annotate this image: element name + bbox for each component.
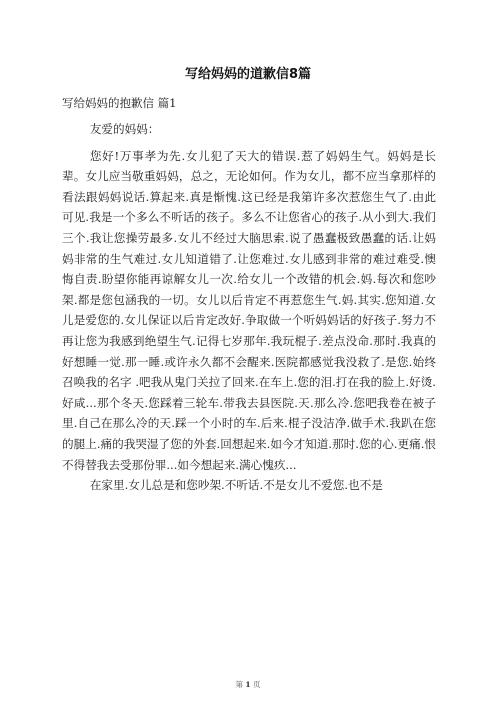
document-title: 写给妈妈的道歉信8篇 <box>184 67 312 82</box>
page-number: 1 <box>245 680 251 689</box>
letter-salutation: 友爱的妈妈： <box>89 122 160 136</box>
document-subtitle: 写给妈妈的抱歉信 篇1 <box>62 96 177 110</box>
footer-suffix: 页 <box>253 680 261 689</box>
letter-paragraph: 您好!万事孝为先.女儿犯了天大的错误.惹了妈妈生气。妈妈是长辈。女儿应当敬重妈妈，总之，无论如何。作为女儿，都不应当拿那样的看法跟妈妈说话.算起来.真是惭愧.这已经是我第许多次惹您生气了.由此可见.我是一个多么不听话的孩子。多么不让您省心的孩子.从小到大.我们三个.我让您操劳最多.女儿不经过大脑思索.说了愚蠢极致愚蠢的话.让妈妈非常的生气难过.女儿知道错了.让您难过.女儿感到非常的难过难受.懊悔自责.盼望你能再谅解女儿一次.给女儿一个改错的机会.妈.每次和您吵架.都是您包涵我的一切。女儿以后肯定不再惹您生气.妈.其实.您知道.女儿是爱您的.女儿保证以后肯定改好.争取做一个听妈妈话的好孩子.努力不再让您为我感到绝望生气.记得七岁那年.我玩棍子.差点没命.那时.我真的好想睡一觉.那一睡.或许永久都不会醒来.医院都感觉我没救了.是您.始终召唤我的名字 .吧我从鬼门关拉了回来.在车上.您的泪.打在我的脸上.好烫.好咸...那个冬天.您踩着三轮车.带我去县医院.天.那么冷.您吧我卷在被子里.自己在那么冷的天.踩一个小时的车.后来.棍子没洁净.做手术.我趴在您的腿上.痛的我哭湿了您的外套.回想起来.如今才知道.那时.您的心.更痛.恨不得替我去受那份罪...如今想起来.满心愧疚... <box>62 148 436 472</box>
letter-body <box>62 119 436 496</box>
page-footer <box>0 680 496 690</box>
letter-paragraph: 在家里.女儿总是和您吵架.不听话.不是女儿不爱您.也不是 <box>89 478 383 493</box>
footer-prefix: 第 <box>235 680 243 689</box>
